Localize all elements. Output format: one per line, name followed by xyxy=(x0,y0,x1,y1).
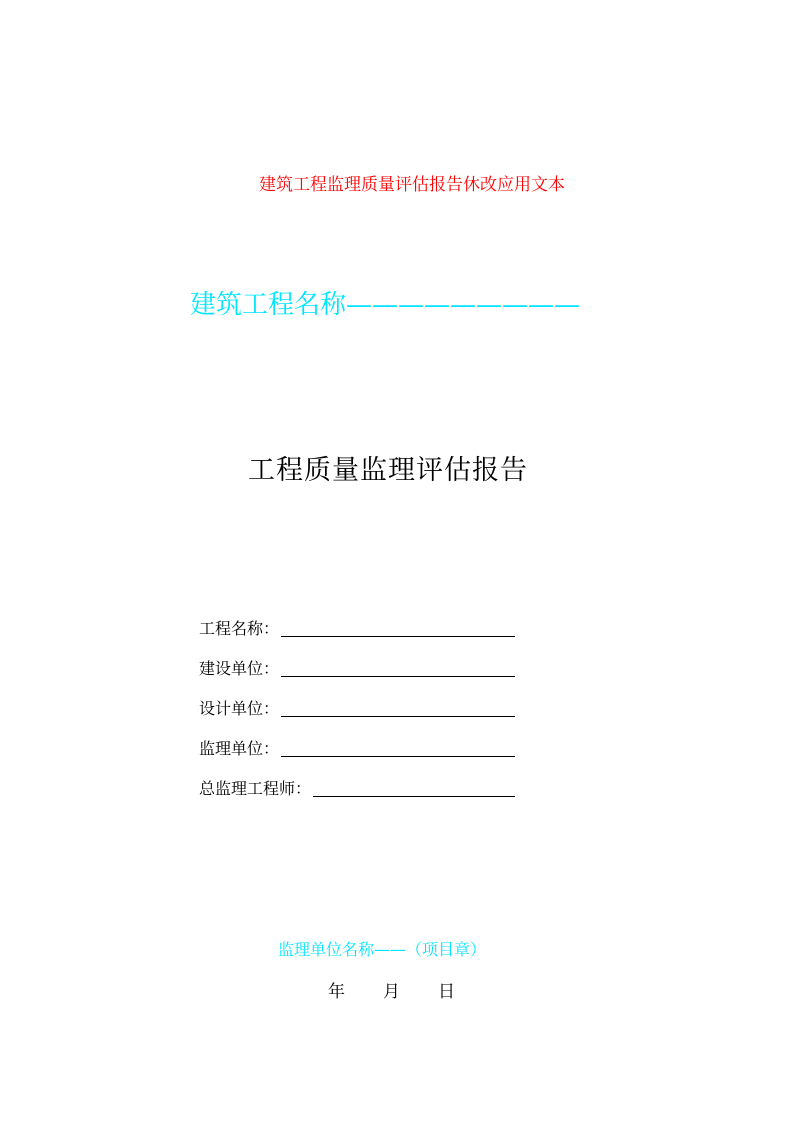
fill-in-line xyxy=(281,656,515,677)
field-supervision-unit xyxy=(199,734,515,760)
field-label: 工程名称： xyxy=(199,619,280,638)
field-design-unit xyxy=(199,694,515,720)
fill-in-line xyxy=(313,776,515,797)
date-day: 日 xyxy=(438,982,455,1002)
field-construction-unit xyxy=(199,654,515,680)
project-name-heading: 建筑工程名称————————— xyxy=(190,290,581,320)
fill-in-line xyxy=(281,616,515,637)
field-chief-engineer xyxy=(199,774,515,800)
supervision-unit-seal: 监理单位名称——（项目章） xyxy=(277,940,486,959)
header-note: 建筑工程监理质量评估报告休改应用文本 xyxy=(259,175,565,195)
date-year: 年 xyxy=(328,982,345,1002)
date-row xyxy=(328,977,455,1002)
field-project-name xyxy=(199,614,515,640)
field-label: 设计单位： xyxy=(199,699,280,718)
report-title: 工程质量监理评估报告 xyxy=(248,455,528,486)
fill-in-line xyxy=(281,696,515,717)
fill-in-line xyxy=(281,736,515,757)
field-label: 建设单位： xyxy=(199,659,280,678)
field-label: 监理单位： xyxy=(199,739,280,758)
date-month: 月 xyxy=(383,982,400,1002)
field-label: 总监理工程师： xyxy=(199,779,312,798)
